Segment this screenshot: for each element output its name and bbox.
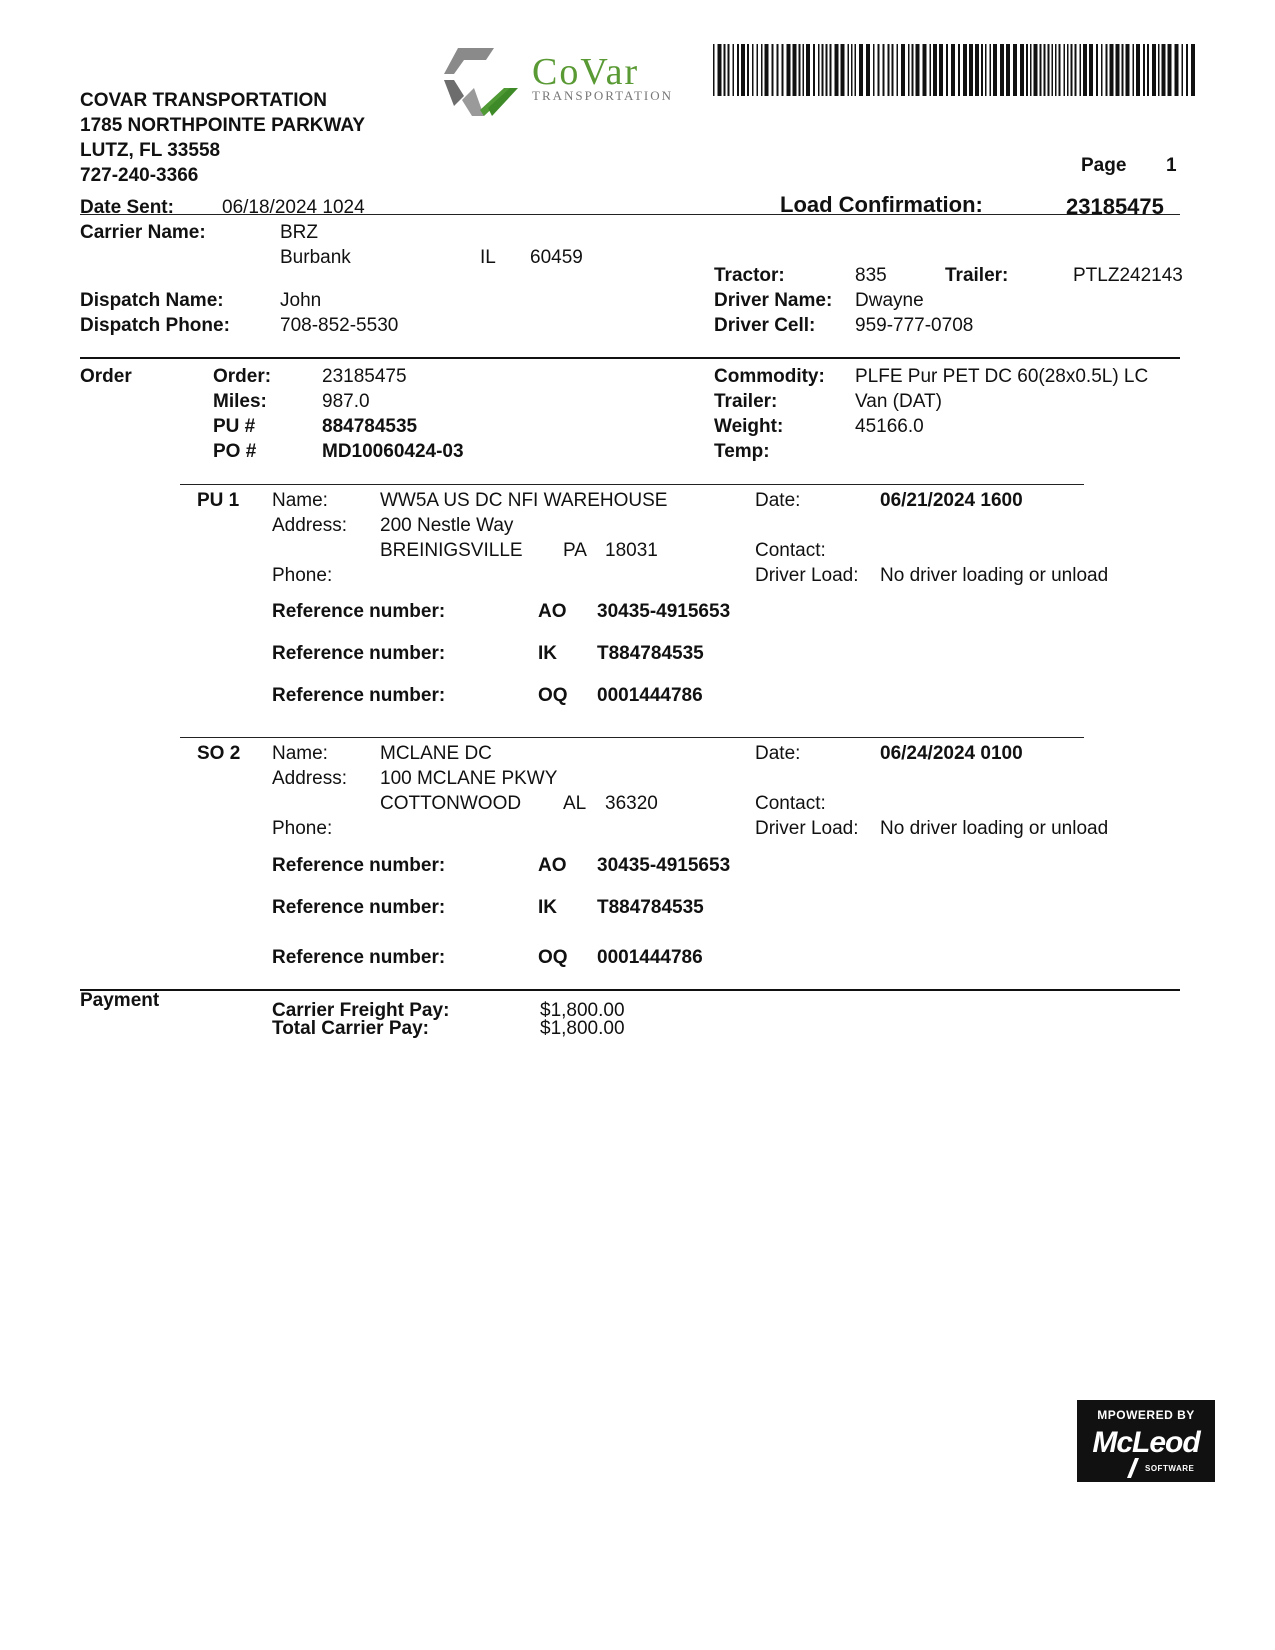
barcode-bar bbox=[1083, 44, 1087, 96]
reference-code: AO bbox=[538, 601, 567, 622]
barcode-bar bbox=[1040, 44, 1042, 96]
barcode-bar bbox=[772, 44, 774, 96]
barcode-bar bbox=[958, 44, 960, 96]
stop-name-label: Name: bbox=[272, 490, 328, 511]
stop-driver-load: No driver loading or unload bbox=[880, 818, 1109, 839]
stop-code: SO 2 bbox=[197, 743, 241, 764]
stop-driver-load-label: Driver Load: bbox=[755, 565, 859, 586]
stop-street: 100 MCLANE PKWY bbox=[380, 768, 558, 789]
barcode-bar bbox=[1044, 44, 1046, 96]
reference-value: 0001444786 bbox=[597, 685, 703, 706]
barcode-bar bbox=[777, 44, 779, 96]
barcode-bar bbox=[933, 44, 937, 96]
barcode-bar bbox=[1075, 44, 1077, 96]
order-section-label: Order bbox=[80, 366, 132, 387]
barcode-bar bbox=[1133, 44, 1135, 96]
barcode-bar bbox=[835, 44, 839, 96]
covar-logo-mark-icon bbox=[440, 44, 520, 122]
reference-value: T884784535 bbox=[597, 643, 704, 664]
barcode-bar bbox=[765, 44, 769, 96]
weight-label: Weight: bbox=[714, 416, 784, 437]
header-rule bbox=[80, 214, 1180, 215]
barcode-bar bbox=[793, 44, 797, 96]
barcode-bar bbox=[916, 44, 920, 96]
stop-2-rule bbox=[180, 737, 1084, 738]
reference-label: Reference number: bbox=[272, 947, 446, 968]
company-phone: 727-240-3366 bbox=[80, 165, 199, 186]
barcode-bar bbox=[866, 44, 870, 96]
badge-brand: McLeod bbox=[1092, 1426, 1200, 1459]
barcode-bar bbox=[782, 44, 784, 96]
barcode-bar bbox=[1175, 44, 1179, 96]
commodity-label: Commodity: bbox=[714, 366, 825, 387]
barcode-bar bbox=[830, 44, 832, 96]
barcode-bar bbox=[930, 44, 932, 96]
barcode-bar bbox=[733, 44, 735, 96]
carrier-freight-pay-label: Carrier Freight Pay: bbox=[272, 1000, 450, 1021]
barcode-bar bbox=[908, 44, 910, 96]
barcode-bar bbox=[724, 44, 726, 96]
commodity-value: PLFE Pur PET DC 60(28x0.5L) LC bbox=[855, 366, 1149, 387]
reference-label: Reference number: bbox=[272, 685, 446, 706]
stop-street: 200 Nestle Way bbox=[380, 515, 514, 536]
stop-city: BREINIGSVILLE bbox=[380, 540, 523, 561]
barcode-bar bbox=[1096, 44, 1098, 96]
stop-name: WW5A US DC NFI WAREHOUSE bbox=[380, 490, 668, 511]
badge-line-1: MPOWERED BY bbox=[1097, 1408, 1195, 1422]
driver-cell: 959-777-0708 bbox=[855, 315, 974, 336]
order-trailer-value: Van (DAT) bbox=[855, 391, 942, 412]
carrier-state: IL bbox=[480, 247, 496, 268]
mcleod-badge bbox=[1077, 1400, 1215, 1482]
barcode-bar bbox=[718, 44, 722, 96]
load-confirmation-label: Load Confirmation: bbox=[780, 192, 983, 217]
stop-name: MCLANE DC bbox=[380, 743, 492, 764]
barcode-bar bbox=[855, 44, 857, 96]
barcode-bar bbox=[859, 44, 863, 96]
order-number: 23185475 bbox=[322, 366, 407, 387]
barcode-bar bbox=[1182, 44, 1184, 96]
barcode-bar bbox=[873, 44, 875, 96]
barcode-bar bbox=[747, 44, 749, 96]
stop-zip: 18031 bbox=[605, 540, 658, 561]
barcode-bar bbox=[883, 44, 885, 96]
barcode-bar bbox=[897, 44, 899, 96]
weight-value: 45166.0 bbox=[855, 416, 924, 437]
barcode-bar bbox=[1152, 44, 1156, 96]
barcode-bar bbox=[841, 44, 845, 96]
barcode-bar bbox=[1168, 44, 1172, 96]
reference-label: Reference number: bbox=[272, 855, 446, 876]
payment-section-label: Payment bbox=[80, 990, 160, 1011]
barcode-bar bbox=[1055, 44, 1057, 96]
barcode-bar bbox=[1013, 44, 1017, 96]
barcode-bar bbox=[975, 44, 979, 96]
barcode-bar bbox=[969, 44, 973, 96]
dispatch-name-label: Dispatch Name: bbox=[80, 290, 224, 311]
barcode-bar bbox=[888, 44, 890, 96]
po-number-label: PO # bbox=[213, 441, 257, 462]
company-name: COVAR TRANSPORTATION bbox=[80, 90, 327, 111]
barcode-bar bbox=[741, 44, 745, 96]
barcode-bar bbox=[1080, 44, 1082, 96]
company-block bbox=[80, 88, 365, 188]
logo-name: CoVar bbox=[532, 51, 640, 93]
reference-value: T884784535 bbox=[597, 897, 704, 918]
barcode-bar bbox=[939, 44, 943, 96]
barcode-bar bbox=[822, 44, 824, 96]
driver-name: Dwayne bbox=[855, 290, 924, 311]
barcode-bar bbox=[1064, 44, 1066, 96]
barcode-bar bbox=[1126, 44, 1130, 96]
barcode-bar bbox=[737, 44, 739, 96]
reference-label: Reference number: bbox=[272, 643, 446, 664]
barcode-bar bbox=[1191, 44, 1195, 96]
barcode-bar bbox=[1048, 44, 1050, 96]
barcode-bar bbox=[757, 44, 759, 96]
barcode-bar bbox=[813, 44, 815, 96]
stop-contact-label: Contact: bbox=[755, 540, 826, 561]
barcode-bar bbox=[1162, 44, 1166, 96]
tractor-value: 835 bbox=[855, 265, 887, 286]
barcode-bar bbox=[713, 44, 715, 96]
dispatch-name: John bbox=[280, 290, 322, 311]
stop-code: PU 1 bbox=[197, 490, 240, 511]
barcode-bar bbox=[1101, 44, 1103, 96]
barcode-bar bbox=[752, 44, 754, 96]
carrier-city: Burbank bbox=[280, 247, 351, 268]
miles-value: 987.0 bbox=[322, 391, 370, 412]
reference-value: 30435-4915653 bbox=[597, 855, 731, 876]
company-address-1: 1785 NORTHPOINTE PARKWAY bbox=[80, 115, 366, 136]
equipment-trailer-value: PTLZ242143 bbox=[1073, 265, 1183, 286]
stop-contact-label: Contact: bbox=[755, 793, 826, 814]
stop-driver-load: No driver loading or unload bbox=[880, 565, 1109, 586]
barcode-bar bbox=[1067, 44, 1069, 96]
barcode-bar bbox=[818, 44, 820, 96]
barcode-bar bbox=[981, 44, 983, 96]
dispatch-phone-label: Dispatch Phone: bbox=[80, 315, 230, 336]
barcode-bar bbox=[985, 44, 987, 96]
order-number-label: Order: bbox=[213, 366, 272, 387]
barcode-bar bbox=[990, 44, 992, 96]
tractor-label: Tractor: bbox=[714, 265, 785, 286]
barcode-bar bbox=[1000, 44, 1004, 96]
page-label: Page bbox=[1081, 155, 1127, 176]
stop-zip: 36320 bbox=[605, 793, 658, 814]
stop-state: AL bbox=[563, 793, 587, 814]
barcode-bar bbox=[1110, 44, 1114, 96]
barcode-bar bbox=[761, 44, 763, 96]
stop-date-label: Date: bbox=[755, 490, 801, 511]
barcode-bar bbox=[799, 44, 801, 96]
reference-code: OQ bbox=[538, 685, 568, 706]
barcode bbox=[713, 44, 1199, 96]
driver-cell-label: Driver Cell: bbox=[714, 315, 816, 336]
miles-label: Miles: bbox=[213, 391, 267, 412]
barcode-bar bbox=[1026, 44, 1028, 96]
order-rule bbox=[80, 357, 1180, 359]
temp-label: Temp: bbox=[714, 441, 770, 462]
pu-number-label: PU # bbox=[213, 416, 256, 437]
barcode-bar bbox=[1122, 44, 1124, 96]
stop-date-label: Date: bbox=[755, 743, 801, 764]
barcode-bar bbox=[1052, 44, 1054, 96]
barcode-bar bbox=[1116, 44, 1120, 96]
stop-address-label: Address: bbox=[272, 515, 347, 536]
stop-city: COTTONWOOD bbox=[380, 793, 522, 814]
barcode-bar bbox=[1020, 44, 1024, 96]
barcode-bar bbox=[826, 44, 828, 96]
pu-number: 884784535 bbox=[322, 416, 418, 437]
stop-phone-label: Phone: bbox=[272, 818, 333, 839]
barcode-bar bbox=[803, 44, 805, 96]
barcode-bar bbox=[993, 44, 997, 96]
reference-code: AO bbox=[538, 855, 567, 876]
driver-name-label: Driver Name: bbox=[714, 290, 833, 311]
company-address-2: LUTZ, FL 33558 bbox=[80, 140, 221, 161]
stop-phone-label: Phone: bbox=[272, 565, 333, 586]
barcode-bar bbox=[1006, 44, 1010, 96]
stop-name-label: Name: bbox=[272, 743, 328, 764]
stop-date: 06/21/2024 1600 bbox=[880, 490, 1023, 511]
stop-driver-load-label: Driver Load: bbox=[755, 818, 859, 839]
barcode-bar bbox=[878, 44, 880, 96]
barcode-bar bbox=[1158, 44, 1160, 96]
carrier-name-label: Carrier Name: bbox=[80, 222, 206, 243]
barcode-bar bbox=[1143, 44, 1145, 96]
barcode-bar bbox=[1089, 44, 1093, 96]
reference-code: OQ bbox=[538, 947, 568, 968]
payment-rule bbox=[80, 989, 1180, 991]
barcode-bar bbox=[848, 44, 850, 96]
barcode-bar bbox=[946, 44, 948, 96]
barcode-bar bbox=[1147, 44, 1149, 96]
reference-label: Reference number: bbox=[272, 601, 446, 622]
barcode-bar bbox=[912, 44, 914, 96]
barcode-bar bbox=[1106, 44, 1108, 96]
reference-code: IK bbox=[538, 897, 557, 918]
logo-subtitle: TRANSPORTATION bbox=[532, 88, 674, 103]
barcode-bar bbox=[1071, 44, 1073, 96]
reference-value: 0001444786 bbox=[597, 947, 703, 968]
order-trailer-label: Trailer: bbox=[714, 391, 778, 412]
barcode-bar bbox=[1186, 44, 1188, 96]
mcleod-slash-icon bbox=[1125, 1458, 1145, 1480]
barcode-bar bbox=[787, 44, 791, 96]
barcode-bar bbox=[851, 44, 853, 96]
page-number: 1 bbox=[1166, 155, 1177, 176]
reference-value: 30435-4915653 bbox=[597, 601, 731, 622]
carrier-name: BRZ bbox=[280, 222, 318, 243]
total-carrier-pay-value: $1,800.00 bbox=[540, 1018, 625, 1039]
total-carrier-pay-label: Total Carrier Pay: bbox=[272, 1018, 429, 1039]
barcode-bar bbox=[728, 44, 730, 96]
barcode-bar bbox=[892, 44, 894, 96]
barcode-bar bbox=[923, 44, 927, 96]
stop-address-label: Address: bbox=[272, 768, 347, 789]
barcode-bar bbox=[951, 44, 955, 96]
covar-logo bbox=[440, 44, 674, 124]
equipment-trailer-label: Trailer: bbox=[945, 265, 1009, 286]
barcode-bar bbox=[963, 44, 967, 96]
barcode-bar bbox=[1059, 44, 1061, 96]
date-sent-label: Date Sent: bbox=[80, 197, 174, 218]
reference-label: Reference number: bbox=[272, 897, 446, 918]
date-sent-value: 06/18/2024 1024 bbox=[222, 197, 365, 218]
carrier-zip: 60459 bbox=[530, 247, 583, 268]
stop-state: PA bbox=[563, 540, 587, 561]
barcode-image bbox=[713, 44, 1199, 96]
barcode-bar bbox=[1136, 44, 1140, 96]
barcode-bar bbox=[1030, 44, 1032, 96]
barcode-bar bbox=[1034, 44, 1038, 96]
carrier-freight-pay-value: $1,800.00 bbox=[540, 1000, 625, 1021]
reference-code: IK bbox=[538, 643, 557, 664]
po-number: MD10060424-03 bbox=[322, 441, 464, 462]
stop-1-rule bbox=[180, 484, 1084, 485]
barcode-bar bbox=[901, 44, 905, 96]
load-confirmation-number: 23185475 bbox=[1066, 194, 1164, 219]
dispatch-phone: 708-852-5530 bbox=[280, 315, 399, 336]
stop-date: 06/24/2024 0100 bbox=[880, 743, 1023, 764]
badge-line-3: SOFTWARE bbox=[1145, 1464, 1195, 1473]
barcode-bar bbox=[806, 44, 810, 96]
